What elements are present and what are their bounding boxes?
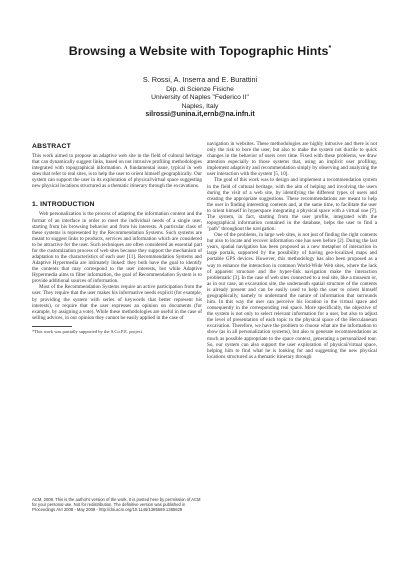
- abstract-text: This work aimed to propose an adaptive web site in the field of cultural heritage that can dynamically suggest links, based on not intrusive profiling methodologies integrated with topographical information. A fundamental issue, typical in web sites that refer to real sites, is to help the user to orient himself geographically. Our system can support the user in its exploration of physical/virtual space suggesting new physical locations structured as a thematic itinerary through the excavations.: [32, 153, 202, 190]
- introduction-paragraph-1: Web personalization is the process of adapting the information content and the format of an interface in order to meet the individual needs of a single user, starting from his browsing behavior and from his interests. A particular class of these systems is represented by the Recommendation Systems. Such systems are meant to suggest links to products, services and information which are considered to be attractive for the user. Such techniques are often considered an essential part for the customization process of web sites because they support the mechanism of adaptation to the characteristics of each user [11]. Recommendation Systems and Adaptive Hypermedia are intimately linked: they both have the goal to identify the contents that may correspond to the user interests, but while Adaptive Hypermedia aims to filter information, the goal of Recommendation System is to provide additional sources of information.: [32, 211, 202, 285]
- acm-copyright-notice: ACM, 2008. This is the author's version of the work. It is posted here by permission of ACM for your personal use. Not for redistribution. The definitive version was published in Proceedings AVI 2008 - May 2008 - http://doi.acm.org/10.1145/1385569.1385629: [32, 497, 201, 513]
- right-paragraph-2: The goal of this work was to design and implement a recommendation system in the field of cultural heritage, with the aim of helping and involving the users during the visit of a web site, by identifying the different types of users and creating the appropriate suggestions. These recommendations are meant to help the user in finding interesting contents and, at the same time, to facilitate the user to orient himself in hyperspace integrating a physical space with a virtual one [7]. The system, in fact, starting from the user profile, integrated with the topographical information contained in the database, helps the user to find a "path" throughout the navigation.: [207, 177, 377, 233]
- footnote-divider: [32, 326, 72, 327]
- right-column: [207, 141, 377, 360]
- left-column: [32, 143, 202, 334]
- right-paragraph-3: One of the problems, in large web sites, is not just of finding the right contents but also to locate and recover information one has seen before [2]. During the last years, spatial navigation has been proposed as a new metaphor of interaction in large portals, supported by the possibility of having geo-localized maps and portable GPS devices. However, this methodology has also been proposed as a way to enhance the interaction in common World-Wide Web sites, where the lack of apparent structure and the hyper-link navigation make the interaction problematic [3]. In the case of web sites connected to a real site, like a museum or, as in our case, an excavation site, the underneath spatial structure of the contents is already present and can be easily used to help the user to orient himself geographically, namely to understand the nature of information that surrounds him. In this way the user can perceive his location in the virtual space and consequently in the corresponding real space. More specifically, the objective of the system is not only to select relevant information for a user, but also to adjust the level of presentation of each topic to the physical space of the Herculaneum excavation. Therefore, we have the problem to choose what are the information to show (as in all personalization systems), but also to generate recommendations as much as possible appropriate to the space context, generating a personalized tour. So, our system can also support the user exploration of physical/virtual space, helping him to find what he is looking for and suggesting the new physical locations structured as a thematic itinerary through: [207, 232, 377, 360]
- abstract-heading: ABSTRACT: [32, 143, 71, 150]
- author-names: S. Rossi, A. Inserra and E. Burattini: [142, 75, 258, 84]
- right-paragraph-1: navigation in websites. These methodologies are highly intrusive and there is not only the risk to bore the user, but also to make the system not ductile to quick changes in the behavior of users over time. Fixed with these problems, we draw attention especially to those systems that, using an implicit user profiling, implement adaptivity and recommendation simply by observing and analyzing the user interaction with the system [5, 10].: [207, 141, 377, 178]
- affiliation-city: Naples, Italy: [181, 102, 219, 110]
- paper-title-text: Browsing a Website with Topographic Hints: [68, 44, 329, 58]
- introduction-heading: 1. INTRODUCTION: [32, 201, 95, 209]
- paper-title: [20, 44, 380, 58]
- author-email: silrossi@unina.it,ernb@na.infn.it: [145, 111, 255, 119]
- introduction-paragraph-2: Most of the Recommendation Systems require an active participation from the user. They require that the user makes his informative needs explicit (for example, by providing the system with series of keywords that better represent his interests), or require that the user expresses an opinion on documents (for example, by assigning a vote). While these methodologies are useful in the case of selling advices, in our opinion they cannot be easily applied in the case of: [32, 284, 202, 321]
- affiliation-university: University of Naples "Federico II": [151, 94, 249, 102]
- affiliation-department: Dip. di Scienze Fisiche: [166, 85, 234, 93]
- title-footnote-mark: *: [328, 44, 332, 52]
- footnote: *This work was partially supported by the S.Co.P.E. project.: [32, 328, 144, 334]
- author-block: [40, 76, 360, 120]
